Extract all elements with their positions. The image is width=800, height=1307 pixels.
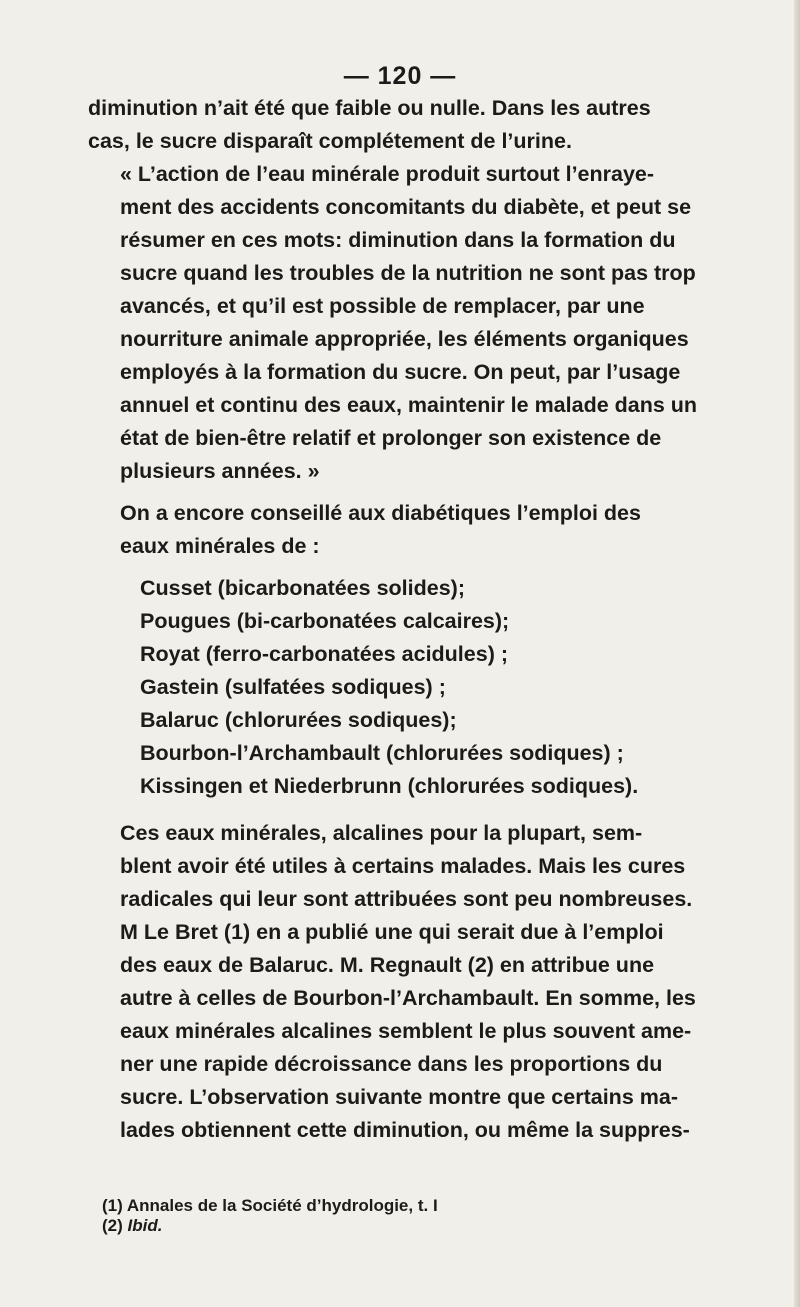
footnote-text: Ibid. [127, 1216, 163, 1235]
text-line: eaux minérales alcalines semblent le plus souvent ame- [120, 1019, 692, 1043]
page-number: — 120 — [343, 62, 457, 90]
footnote [102, 1216, 712, 1236]
text-line: eaux minérales de : [120, 534, 320, 558]
paragraph-continuation [88, 92, 712, 158]
list-item: Bourbon-l’Archambault (chlorurées sodiques) ; [140, 741, 624, 765]
footnote-text: Annales de la Société d’hydrologie, t. I [126, 1196, 438, 1215]
footnote [102, 1196, 712, 1216]
text-line: M Le Bret (1) en a publié une qui serait due à l’emploi [120, 920, 664, 944]
paragraph-intro-list [88, 497, 712, 563]
text-line: diminution n’ait été que faible ou nulle. Dans les autres [88, 96, 651, 120]
paragraph-spacer [88, 563, 712, 572]
text-line: nourriture animale appropriée, les éléments organiques [120, 327, 689, 351]
list-item: Balaruc (chlorurées sodiques); [140, 708, 457, 732]
paragraph-spacer [88, 488, 712, 497]
paragraph-quotation [88, 158, 712, 488]
text-line: cas, le sucre disparaît complétement de l’urine. [88, 129, 572, 153]
text-line: radicales qui leur sont attribuées sont peu nombreuses. [120, 887, 693, 911]
footnotes [102, 1196, 712, 1236]
text-line: plusieurs années. » [120, 459, 320, 483]
list-item: Cusset (bicarbonatées solides); [140, 576, 465, 600]
list-item: Pougues (bi-carbonatées calcaires); [140, 609, 510, 633]
text-line: Ces eaux minérales, alcalines pour la plupart, sem- [120, 821, 643, 845]
paragraph-conclusion [88, 817, 712, 1147]
list-item: Gastein (sulfatées sodiques) ; [140, 675, 446, 699]
page-body [88, 92, 712, 1147]
text-line: sucre. L’observation suivante montre que certains ma- [120, 1085, 678, 1109]
text-line: avancés, et qu’il est possible de remplacer, par une [120, 294, 645, 318]
text-line: résumer en ces mots: diminution dans la formation du [120, 228, 676, 252]
list-item: Kissingen et Niederbrunn (chlorurées sodiques). [140, 774, 639, 798]
text-line: blent avoir été utiles à certains malades. Mais les cures [120, 854, 686, 878]
text-line: autre à celles de Bourbon-l’Archambault. En somme, les [120, 986, 696, 1010]
text-line: ment des accidents concomitants du diabète, et peut se [120, 195, 692, 219]
text-line: des eaux de Balaruc. M. Regnault (2) en attribue une [120, 953, 655, 977]
list-item: Royat (ferro-carbonatées acidules) ; [140, 642, 508, 666]
paragraph-spacer [88, 803, 712, 817]
mineral-waters-list [88, 572, 712, 803]
text-line: lades obtiennent cette diminution, ou même la suppres- [120, 1118, 690, 1142]
footnote-marker: (2) [102, 1216, 123, 1235]
footnote-marker: (1) [102, 1196, 123, 1215]
text-line: On a encore conseillé aux diabétiques l’emploi des [120, 501, 641, 525]
text-line: ner une rapide décroissance dans les proportions du [120, 1052, 663, 1076]
text-line: état de bien-être relatif et prolonger son existence de [120, 426, 662, 450]
text-line: employés à la formation du sucre. On peut, par l’usage [120, 360, 681, 384]
text-line: sucre quand les troubles de la nutrition ne sont pas trop [120, 261, 696, 285]
text-line: « L’action de l’eau minérale produit surtout l’enraye- [120, 162, 655, 186]
text-line: annuel et continu des eaux, maintenir le malade dans un [120, 393, 698, 417]
page-edge-shadow [794, 0, 800, 1307]
